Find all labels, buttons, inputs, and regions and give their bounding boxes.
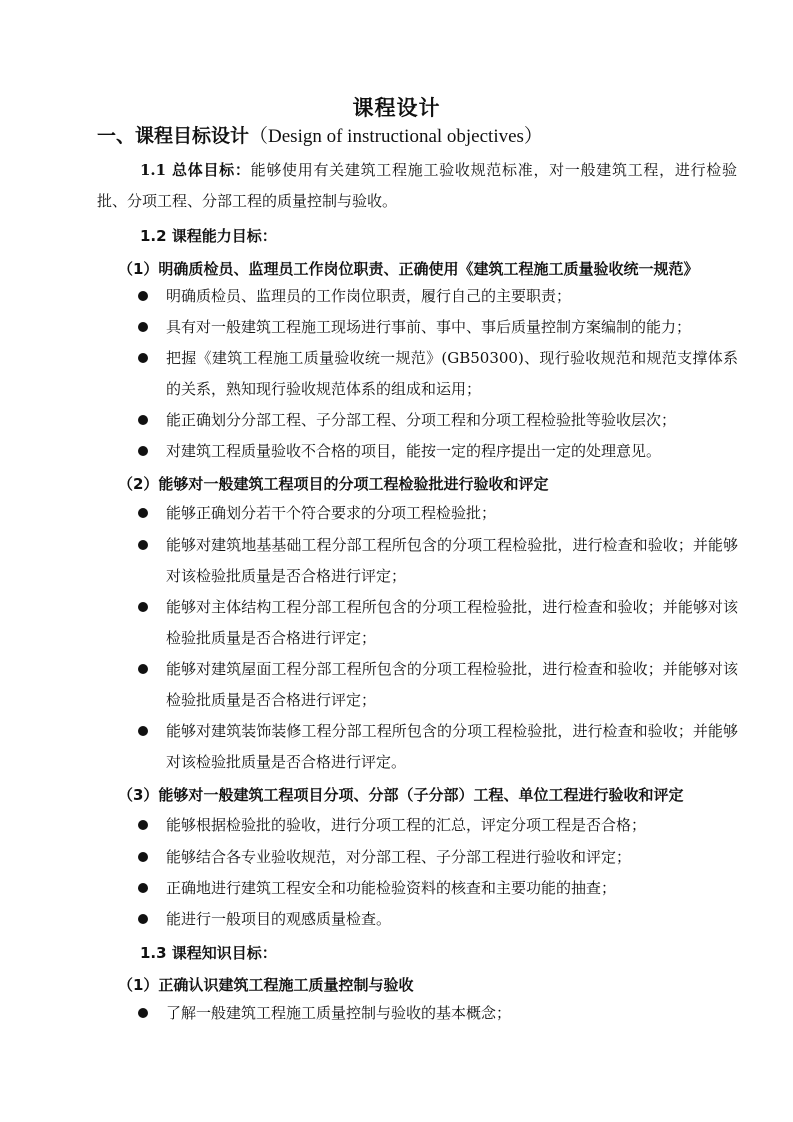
bullet-icon [138,446,148,456]
bullet-icon [138,664,148,674]
ability-section-3-heading: （3）能够对一般建筑工程项目分项、分部（子分部）工程、单位工程进行验收和评定 [118,786,684,804]
knowledge-section-1-heading: （1）正确认识建筑工程施工质量控制与验收 [118,976,414,994]
section-heading-en: （Design of instructional objectives） [249,126,543,147]
list-item: 对建筑工程质量验收不合格的项目，能按一定的程序提出一定的处理意见。 [138,436,738,467]
page-title: 课程设计 [352,96,441,120]
section-heading-cn: 一、课程目标设计 [97,125,250,147]
ability-goals-heading: 1.2 课程能力目标： [140,227,277,245]
list-item: 能够对建筑屋面工程分部工程所包含的分项工程检验批，进行检查和验收；并能够对该检验批质量是否合格进行评定； [138,654,738,716]
bullet-icon [138,540,148,550]
section-heading-objectives [97,121,737,148]
list-item: 能够结合各专业验收规范，对分部工程、子分部工程进行验收和评定； [138,842,738,873]
list-item: 能进行一般项目的观感质量检查。 [138,904,738,935]
list-item: 具有对一般建筑工程施工现场进行事前、事中、事后质量控制方案编制的能力； [138,312,738,343]
bullet-icon [138,820,148,830]
list-item: 能够对主体结构工程分部工程所包含的分项工程检验批，进行检查和验收；并能够对该检验批质量是否合格进行评定； [138,592,738,654]
list-item: 了解一般建筑工程施工质量控制与验收的基本概念； [138,998,738,1029]
bullet-icon [138,1008,148,1018]
bullet-icon [138,914,148,924]
list-item: 能够对建筑地基基础工程分部工程所包含的分项工程检验批，进行检查和验收；并能够对该检验批质量是否合格进行评定； [138,530,738,592]
list-item: 能够对建筑装饰装修工程分部工程所包含的分项工程检验批，进行检查和验收；并能够对该检验批质量是否合格进行评定。 [138,716,738,778]
bullet-icon [138,322,148,332]
list-item: 能够正确划分若干个符合要求的分项工程检验批； [138,498,738,529]
ability-section-1-heading: （1）明确质检员、监理员工作岗位职责、正确使用《建筑工程施工质量验收统一规范》 [118,260,699,278]
bullet-icon [138,852,148,862]
overall-goal-paragraph [97,155,737,217]
ability-section-2-heading: （2）能够对一般建筑工程项目的分项工程检验批进行验收和评定 [118,475,549,493]
bullet-icon [138,602,148,612]
list-item: 把握《建筑工程施工质量验收统一规范》(GB50300)、现行验收规范和规范支撑体系的关系，熟知现行验收规范体系的组成和运用； [138,343,738,405]
list-item: 能够根据检验批的验收，进行分项工程的汇总，评定分项工程是否合格； [138,810,738,841]
bullet-icon [138,883,148,893]
bullet-icon [138,291,148,301]
list-item: 能正确划分分部工程、子分部工程、分项工程和分项工程检验批等验收层次； [138,405,738,436]
bullet-icon [138,508,148,518]
overall-goal-text: 能够使用有关建筑工程施工验收规范标准，对一般建筑工程，进行检验批、分项工程、分部工程的质量控制与验收。 [97,161,737,210]
bullet-icon [138,415,148,425]
bullet-icon [138,726,148,736]
knowledge-goals-heading: 1.3 课程知识目标： [140,944,277,962]
list-item: 明确质检员、监理员的工作岗位职责，履行自己的主要职责； [138,281,738,312]
list-item: 正确地进行建筑工程安全和功能检验资料的核查和主要功能的抽查； [138,873,738,904]
overall-goal-label: 1.1 总体目标： [140,161,251,179]
bullet-icon [138,353,148,363]
